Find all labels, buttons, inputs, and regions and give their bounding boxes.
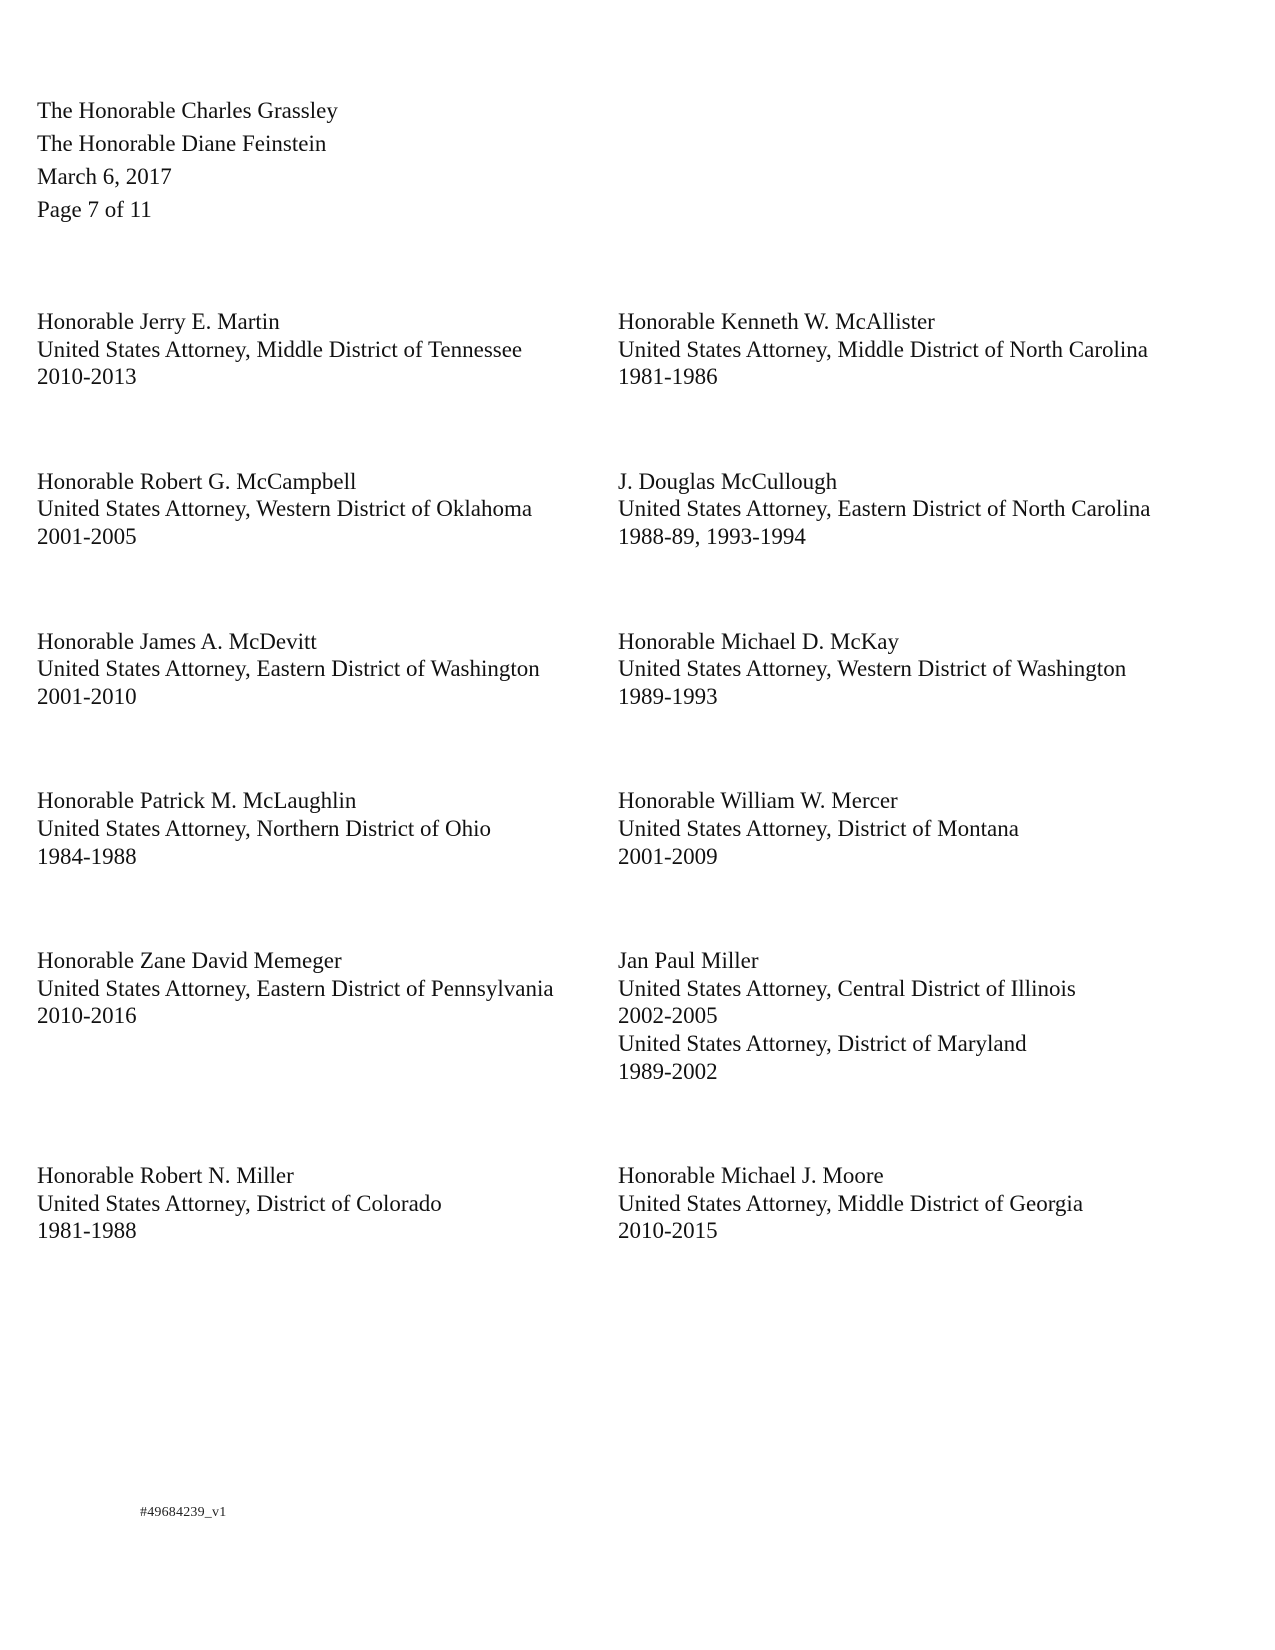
attorney-entry	[37, 468, 618, 551]
attorney-years: 1988-89, 1993-1994	[618, 523, 806, 549]
attorney-years: 1989-1993	[618, 683, 718, 709]
attorney-title: United States Attorney, Central District of Illinois	[618, 975, 1076, 1001]
attorney-title: United States Attorney, Eastern District of Washington	[37, 656, 540, 682]
attorney-years: 2002-2005	[618, 1003, 718, 1029]
attorney-name: J. Douglas McCullough	[618, 468, 838, 494]
attorney-title: United States Attorney, District of Colorado	[37, 1190, 442, 1216]
attorney-years-2: 1989-2002	[618, 1058, 718, 1084]
attorney-name: Honorable Robert G. McCampbell	[37, 468, 357, 494]
attorney-name: Honorable Michael D. McKay	[618, 628, 900, 654]
attorney-entry	[618, 628, 1245, 711]
header-date: March 6, 2017	[37, 164, 172, 189]
attorney-years: 2001-2005	[37, 523, 137, 549]
attorney-entry	[618, 787, 1245, 870]
attorney-title: United States Attorney, Middle District of North Carolina	[618, 336, 1148, 362]
attorney-years: 2010-2016	[37, 1003, 137, 1029]
attorney-name: Honorable Robert N. Miller	[37, 1163, 294, 1189]
attorney-title: United States Attorney, Eastern District of Pennsylvania	[37, 975, 554, 1001]
attorney-title: United States Attorney, Western District of Washington	[618, 656, 1127, 682]
attorney-entry	[618, 468, 1245, 551]
attorney-name: Honorable Kenneth W. McAllister	[618, 309, 935, 334]
attorney-row	[37, 787, 1245, 870]
attorney-row	[37, 468, 1245, 551]
attorney-name: Honorable Zane David Memeger	[37, 948, 342, 974]
attorney-name: Honorable Jerry E. Martin	[37, 309, 280, 334]
attorney-title: United States Attorney, District of Montana	[618, 815, 1019, 841]
attorney-name: Jan Paul Miller	[618, 948, 759, 974]
header-page-number: Page 7 of 11	[37, 197, 152, 222]
attorney-row	[37, 947, 1245, 1085]
attorney-name: Honorable James A. McDevitt	[37, 628, 317, 654]
attorney-years: 2001-2010	[37, 683, 137, 709]
attorney-entry	[37, 308, 618, 391]
attorney-entry	[618, 308, 1245, 391]
attorney-title: United States Attorney, Middle District of Georgia	[618, 1190, 1084, 1216]
document-id: #49684239_v1	[140, 1505, 227, 1520]
attorney-name: Honorable William W. Mercer	[618, 788, 898, 814]
attorney-title: United States Attorney, Middle District of Tennessee	[37, 336, 523, 362]
attorney-title: United States Attorney, Northern District of Ohio	[37, 815, 491, 841]
attorney-years: 1981-1988	[37, 1218, 137, 1244]
attorney-row	[37, 628, 1245, 711]
attorney-years: 2010-2013	[37, 364, 137, 390]
header-addressee-1: The Honorable Charles Grassley	[37, 98, 338, 123]
attorney-name: Honorable Michael J. Moore	[618, 1163, 884, 1189]
attorney-entry	[37, 947, 618, 1030]
attorney-entry	[37, 787, 618, 870]
attorney-entry	[37, 628, 618, 711]
attorney-entry	[618, 1162, 1245, 1245]
attorney-years: 1981-1986	[618, 364, 718, 390]
attorney-entry	[37, 1162, 618, 1245]
attorney-entry	[618, 947, 1245, 1085]
attorney-years: 2010-2015	[618, 1218, 718, 1244]
attorney-list	[37, 308, 1245, 1322]
attorney-years: 2001-2009	[618, 843, 718, 869]
attorney-row	[37, 1162, 1245, 1245]
attorney-title: United States Attorney, Western District of Oklahoma	[37, 496, 533, 522]
attorney-title: United States Attorney, Eastern District of North Carolina	[618, 496, 1151, 522]
attorney-years: 1984-1988	[37, 843, 137, 869]
header-addressee-2: The Honorable Diane Feinstein	[37, 131, 327, 156]
attorney-name: Honorable Patrick M. McLaughlin	[37, 788, 357, 814]
attorney-title-2: United States Attorney, District of Maryland	[618, 1030, 1027, 1056]
attorney-row	[37, 308, 1245, 391]
letter-header	[37, 94, 338, 226]
